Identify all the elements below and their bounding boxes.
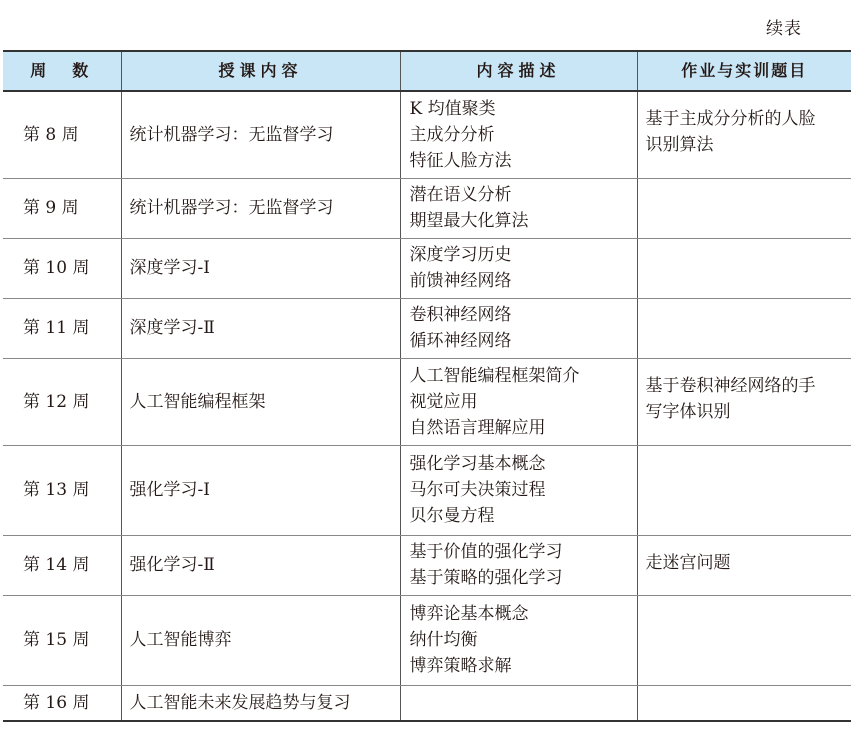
description-line: 基于价值的强化学习	[409, 542, 563, 562]
table-row	[3, 358, 851, 445]
table-header-row	[3, 51, 851, 91]
assignment-text: 走迷宫问题	[645, 552, 731, 573]
course-schedule-table	[3, 50, 851, 722]
week-cell: 第 12 周	[3, 358, 121, 445]
description-cell	[400, 358, 637, 445]
description-cell	[400, 298, 637, 358]
description-cell	[400, 178, 637, 238]
description-line: 深度学习历史	[409, 245, 512, 265]
description-line: 主成分分析	[409, 124, 495, 145]
content-cell: 统计机器学习：无监督学习	[121, 91, 400, 178]
description-cell	[400, 238, 637, 298]
table-row	[3, 595, 851, 685]
content-cell: 人工智能编程框架	[121, 358, 400, 445]
content-cell: 人工智能未来发展趋势与复习	[121, 685, 400, 721]
assignment-cell	[637, 298, 851, 358]
assignment-cell	[637, 535, 851, 595]
week-cell: 第 15 周	[3, 595, 121, 685]
description-cell	[400, 91, 637, 178]
description-line: K 均值聚类	[409, 98, 496, 119]
description-line: 循环神经网络	[409, 331, 512, 351]
table-row	[3, 178, 851, 238]
description-line: 前馈神经网络	[409, 271, 512, 291]
week-cell: 第 11 周	[3, 298, 121, 358]
assignment-cell	[637, 595, 851, 685]
content-cell: 统计机器学习：无监督学习	[121, 178, 400, 238]
table-row	[3, 238, 851, 298]
description-line: 期望最大化算法	[409, 211, 529, 231]
description-line: 视觉应用	[409, 391, 478, 412]
table-row	[3, 298, 851, 358]
table-row	[3, 445, 851, 535]
table-row	[3, 685, 851, 721]
content-cell: 深度学习-Ⅱ	[121, 298, 400, 358]
continued-label: 续表	[766, 19, 802, 39]
content-cell: 强化学习-Ⅱ	[121, 535, 400, 595]
description-cell	[400, 445, 637, 535]
assignment-cell	[637, 685, 851, 721]
assignment-cell	[637, 445, 851, 535]
assignment-text: 基于卷积神经网络的手写字体识别	[645, 375, 816, 422]
description-line: 博弈论基本概念	[409, 604, 529, 624]
description-cell	[400, 595, 637, 685]
description-line: 潜在语义分析	[409, 185, 512, 205]
description-line: 强化学习基本概念	[409, 454, 546, 474]
content-cell: 人工智能博弈	[121, 595, 400, 685]
week-cell: 第 10 周	[3, 238, 121, 298]
assignment-cell	[637, 238, 851, 298]
header-description: 内容描述	[400, 51, 637, 91]
table-row	[3, 535, 851, 595]
week-cell: 第 9 周	[3, 178, 121, 238]
assignment-text: 基于主成分分析的人脸识别算法	[645, 109, 816, 155]
description-cell	[400, 535, 637, 595]
week-cell: 第 13 周	[3, 445, 121, 535]
week-cell: 第 14 周	[3, 535, 121, 595]
description-line: 纳什均衡	[409, 630, 478, 650]
description-line: 马尔可夫决策过程	[409, 480, 546, 500]
assignment-cell	[637, 358, 851, 445]
week-cell: 第 16 周	[3, 685, 121, 721]
description-line: 特征人脸方法	[409, 150, 512, 171]
content-cell: 深度学习-Ⅰ	[121, 238, 400, 298]
header-content: 授课内容	[121, 51, 400, 91]
description-line: 卷积神经网络	[409, 305, 512, 325]
description-cell	[400, 685, 637, 721]
header-week: 周 数	[3, 51, 121, 91]
assignment-cell	[637, 91, 851, 178]
table-row	[3, 91, 851, 178]
assignment-cell	[637, 178, 851, 238]
description-line: 人工智能编程框架简介	[409, 365, 580, 386]
description-line: 博弈策略求解	[409, 656, 512, 676]
description-line: 自然语言理解应用	[409, 417, 546, 438]
content-cell: 强化学习-Ⅰ	[121, 445, 400, 535]
description-line: 贝尔曼方程	[409, 506, 495, 526]
week-cell: 第 8 周	[3, 91, 121, 178]
header-assignment: 作业与实训题目	[637, 51, 851, 91]
description-line: 基于策略的强化学习	[409, 568, 563, 588]
